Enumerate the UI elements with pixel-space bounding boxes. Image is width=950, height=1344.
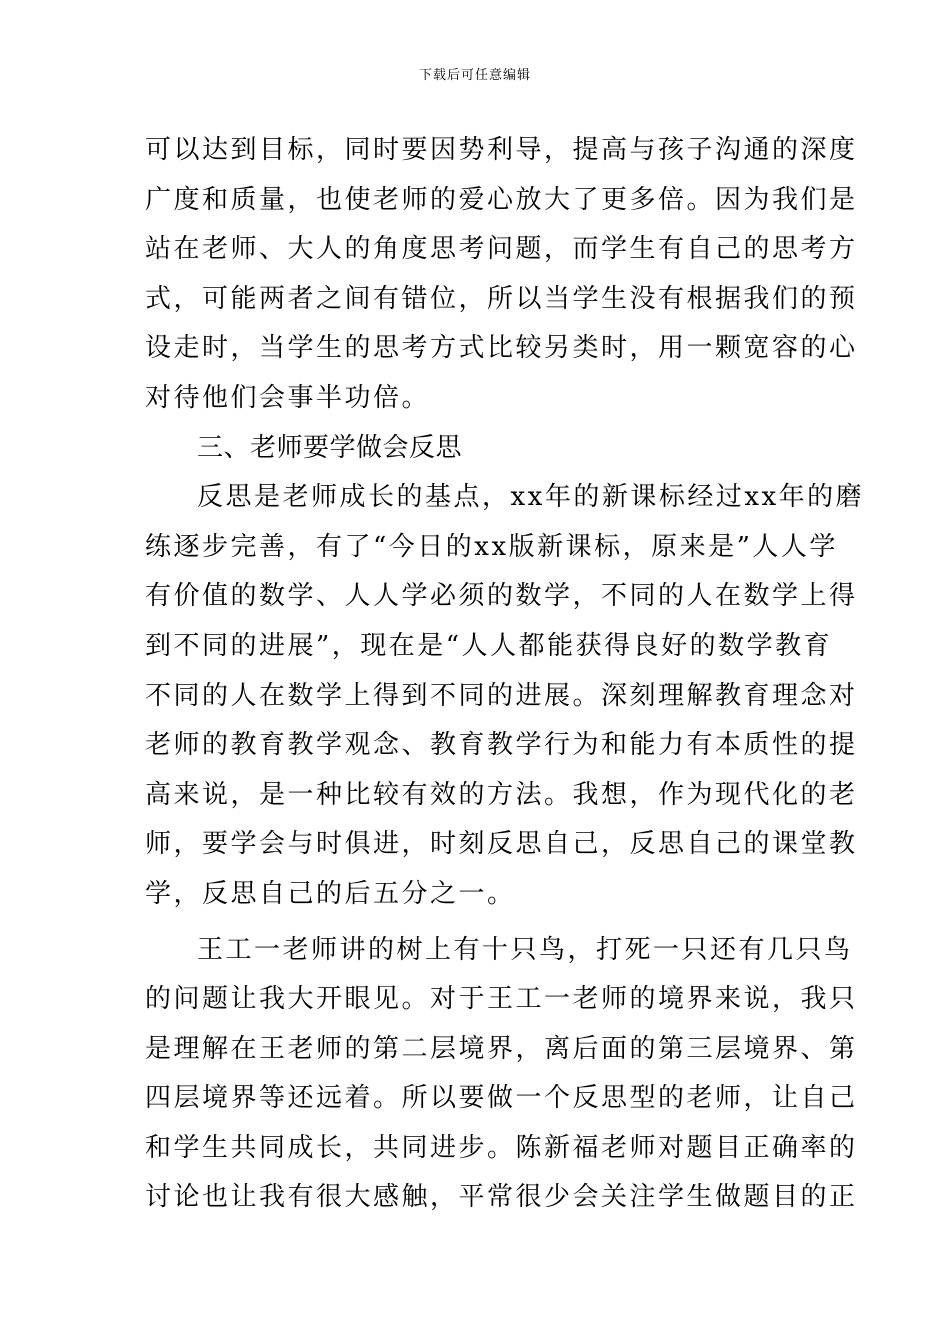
text-line: 式，可能两者之间有错位，所以当学生没有根据我们的预 (145, 283, 858, 314)
text-line: 设走时，当学生的思考方式比较另类时，用一颗宽容的心 (145, 333, 858, 364)
text-line: 学，反思自己的后五分之一。 (145, 878, 516, 909)
text-line: 老师的教育教学观念、教育教学行为和能力有本质性的提 (145, 730, 858, 761)
paragraph-2 (145, 473, 865, 919)
text-line: 和学生共同成长，共同进步。陈新福老师对题目正确率的 (145, 1132, 858, 1163)
text-line: 反思是老师成长的基点，xx年的新课标经过xx年的磨 (197, 482, 865, 513)
text-line: 是理解在王老师的第二层境界，离后面的第三层境界、第 (145, 1033, 858, 1064)
text-line: 站在老师、大人的角度思考问题，而学生有自己的思考方 (145, 234, 858, 265)
text-line: 高来说，是一种比较有效的方法。我想，作为现代化的老 (145, 779, 858, 810)
text-line: 的问题让我大开眼见。对于王工一老师的境界来说，我只 (145, 984, 858, 1015)
page-header: 下载后可任意编辑 (418, 68, 531, 83)
text-line: 对待他们会事半功倍。 (145, 382, 431, 413)
text-line: 有价值的数学、人人学必须的数学，不同的人在数学上得 (145, 581, 858, 612)
text-line: 师，要学会与时俱进，时刻反思自己，反思自己的课堂教 (145, 829, 858, 860)
text-line: 广度和质量，也使老师的爱心放大了更多倍。因为我们是 (145, 184, 858, 215)
section-heading: 三、老师要学做会反思 (197, 432, 463, 463)
text-line: 到不同的进展”，现在是“人人都能获得良好的数学教育 (145, 630, 833, 661)
text-line: 讨论也让我有很大感触，平常很少会关注学生做题目的正 (145, 1182, 858, 1213)
text-line: 可以达到目标，同时要因势利导，提高与孩子沟通的深度 (145, 135, 858, 165)
text-line: 不同的人在数学上得到不同的进展。深刻理解教育理念对 (145, 680, 858, 711)
document-body (145, 126, 865, 1223)
text-line: 练逐步完善，有了“今日的xx版新课标，原来是”人人学 (145, 531, 838, 562)
text-line: 四层境界等还远着。所以要做一个反思型的老师，让自己 (145, 1083, 858, 1114)
text-line: 王工一老师讲的树上有十只鸟，打死一只还有几只鸟 (197, 934, 853, 965)
paragraph-3 (145, 926, 858, 1224)
paragraph-1 (145, 126, 858, 424)
